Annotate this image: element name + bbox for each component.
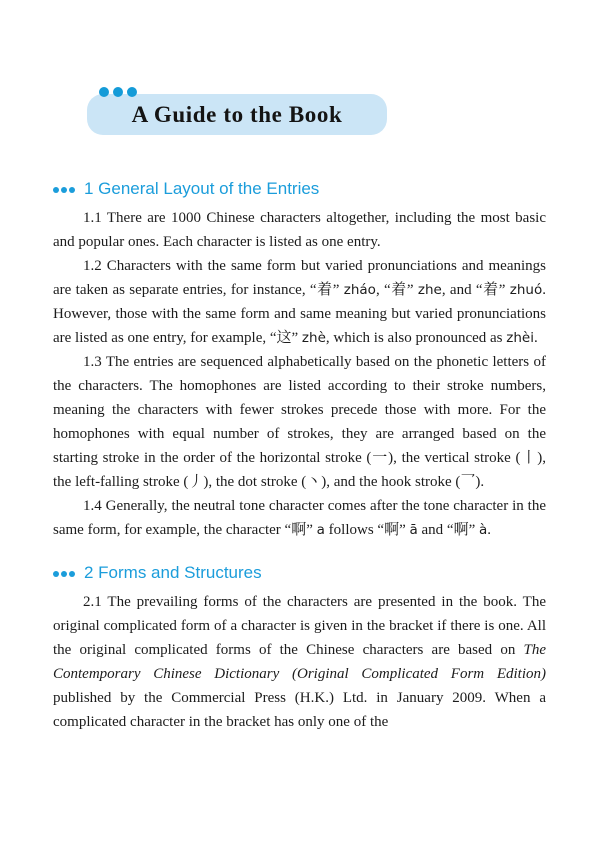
dot-icon <box>61 571 67 577</box>
text-run: 1.4 Generally, the neutral tone character comes after the tone character in the same form, for example, the character “啊” <box>53 498 546 538</box>
paragraph <box>53 590 546 734</box>
text-run: 2.1 The prevailing forms of the characters are presented in the book. The original complicated form of a character is given in the bracket if there is one. All the original complicated forms of the Chinese characters are based on <box>53 594 546 658</box>
dot-icon <box>53 571 59 577</box>
section-forms-structures <box>53 563 546 734</box>
dot-icon <box>53 187 59 193</box>
text-run: 1.2 Characters with the same form but varied pronunciations and meanings are taken as separate entries, for instance, “着” <box>53 258 546 298</box>
text-run: zháo <box>343 282 376 298</box>
dot-icon <box>113 87 123 97</box>
title-bullet-dots-icon <box>99 87 137 97</box>
text-run: , “着” <box>375 282 418 298</box>
text-run: . <box>487 522 492 538</box>
text-run: zhuó <box>509 282 543 298</box>
text-run: follows “啊” <box>324 522 410 538</box>
text-run: . However, those with the same form and same meaning but varied pronunciations are listed as one entry, for example, “这” <box>53 282 546 346</box>
section-bullet-dots-icon <box>53 570 75 577</box>
paragraph <box>53 254 546 350</box>
text-run: The Contemporary Chinese Dictionary (Original Complicated Form Edition) <box>53 642 546 682</box>
text-run: a <box>316 522 325 538</box>
text-run: 1.1 There are 1000 Chinese characters altogether, including the most basic and popular ones. Each character is listed as one entry. <box>53 210 546 250</box>
dot-icon <box>61 187 67 193</box>
paragraph <box>53 350 546 494</box>
paragraph <box>53 494 546 542</box>
dot-icon <box>127 87 137 97</box>
section-1-heading-text: 1 General Layout of the Entries <box>84 179 320 198</box>
text-run: zhè <box>301 330 326 346</box>
text-run: published by the Commercial Press (H.K.) Ltd. in January 2009. When a complicated character in the bracket has only one of the <box>53 690 546 730</box>
page-title-block <box>87 94 387 135</box>
section-1-paragraphs <box>53 206 546 542</box>
page-title: A Guide to the Book <box>131 101 343 127</box>
text-run: à <box>479 522 488 538</box>
title-box <box>87 94 387 135</box>
paragraph <box>53 206 546 254</box>
text-run: and “啊” <box>417 522 479 538</box>
text-run: , and “着” <box>441 282 510 298</box>
section-2-paragraphs <box>53 590 546 734</box>
dot-icon <box>99 87 109 97</box>
text-run: , which is also pronounced as <box>325 330 507 346</box>
section-bullet-dots-icon <box>53 186 75 193</box>
text-run: ā <box>409 522 418 538</box>
text-run: . <box>533 330 538 346</box>
section-1-heading <box>53 179 546 199</box>
section-2-heading <box>53 563 546 583</box>
text-run: 1.3 The entries are sequenced alphabetically based on the phonetic letters of the characters. The homophones are listed according to their stroke numbers, meaning the characters with fewer strokes precede those with more. For the homophones with equal number of strokes, they are arranged based on the starting stroke in the order of the horizontal stroke (一), the vertical stroke (丨), the left-falling stroke (丿), the dot stroke (丶), and the hook stroke (乛). <box>53 354 546 490</box>
text-run: zhèi <box>506 330 534 346</box>
section-general-layout <box>53 179 546 542</box>
text-run: zhe <box>417 282 442 298</box>
section-2-heading-text: 2 Forms and Structures <box>84 563 262 582</box>
dot-icon <box>69 571 75 577</box>
dot-icon <box>69 187 75 193</box>
page-content <box>0 179 600 734</box>
